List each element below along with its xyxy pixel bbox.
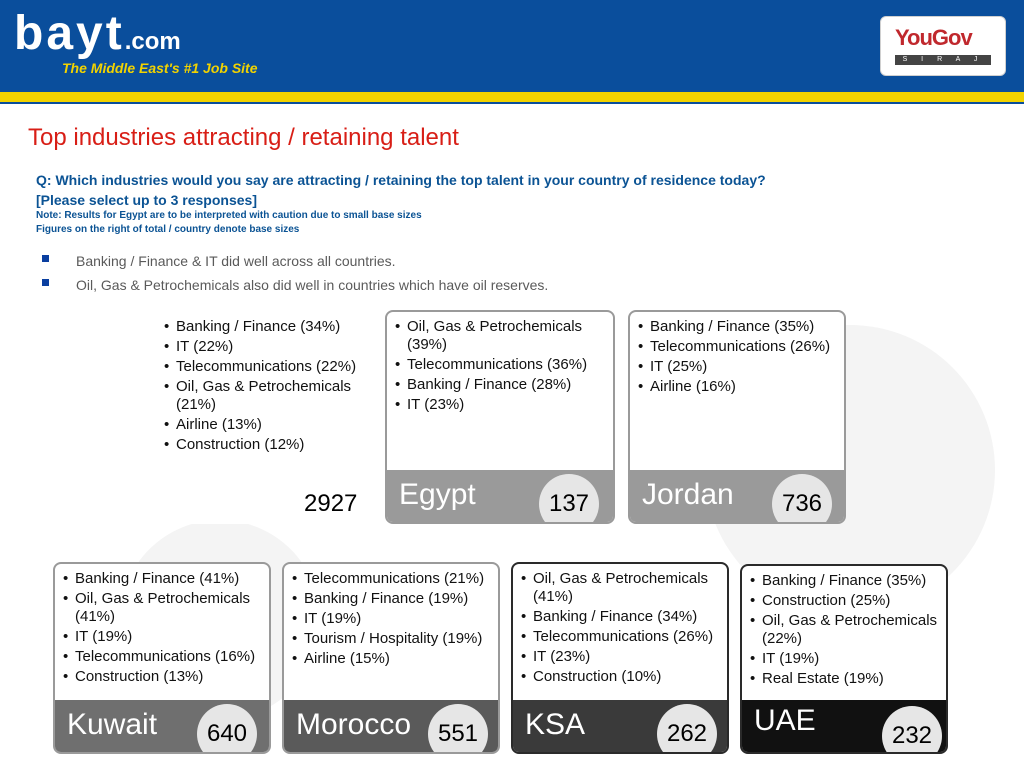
list-item: • Banking / Finance (34%) xyxy=(521,608,723,626)
base-size: 640 xyxy=(206,720,248,747)
list-item: • Telecommunications (26%) xyxy=(521,628,723,646)
base-size: 232 xyxy=(891,722,933,749)
list-item: • Telecommunications (16%) xyxy=(63,648,265,666)
industry-list xyxy=(156,312,372,454)
list-item: • Banking / Finance (28%) xyxy=(395,376,609,394)
tagline: The Middle East's #1 Job Site xyxy=(62,60,258,76)
country-label: Kuwait xyxy=(67,708,158,741)
base-size: 736 xyxy=(781,490,823,517)
list-item: • Banking / Finance (35%) xyxy=(638,318,840,336)
list-item: • Banking / Finance (41%) xyxy=(63,570,265,588)
header-divider xyxy=(0,102,1024,104)
card-total xyxy=(156,312,372,524)
base-size: 137 xyxy=(548,490,590,517)
list-item: • Oil, Gas & Petrochemicals (41%) xyxy=(521,570,723,606)
finding-text: Oil, Gas & Petrochemicals also did well in countries which have oil reserves. xyxy=(76,277,549,293)
card-footer xyxy=(742,700,946,752)
list-item: • IT (19%) xyxy=(750,650,942,668)
question-line: Q: Which industries would you say are attracting / retaining the top talent in your country of residence today? xyxy=(36,172,766,188)
base-size-badge xyxy=(772,474,832,524)
card-morocco xyxy=(282,562,500,754)
list-item: • Oil, Gas & Petrochemicals (39%) xyxy=(395,318,609,354)
yougov-name: YouGov xyxy=(895,25,972,50)
list-item: • Construction (10%) xyxy=(521,668,723,686)
question-text xyxy=(36,170,966,210)
logo-text: bayt xyxy=(14,7,125,60)
base-size: 2927 xyxy=(304,490,358,517)
list-item: • Real Estate (19%) xyxy=(750,670,942,688)
note-text xyxy=(36,209,422,237)
header-banner xyxy=(0,0,1024,92)
list-item: • Telecommunications (22%) xyxy=(164,358,368,376)
list-item: • Construction (12%) xyxy=(164,436,368,454)
list-item: • Banking / Finance (34%) xyxy=(164,318,368,336)
question-instruction: [Please select up to 3 responses] xyxy=(36,192,257,208)
list-item: • Construction (25%) xyxy=(750,592,942,610)
page-title: Top industries attracting / retaining talent xyxy=(28,124,459,151)
country-label: UAE xyxy=(754,704,816,737)
card-footer xyxy=(284,700,498,752)
list-item: • Tourism / Hospitality (19%) xyxy=(292,630,494,648)
list-item: • Airline (13%) xyxy=(164,416,368,434)
industry-list xyxy=(284,564,498,668)
note-line: Note: Results for Egypt are to be interpreted with caution due to small base sizes xyxy=(36,210,422,221)
list-item: • Oil, Gas & Petrochemicals (21%) xyxy=(164,378,368,414)
base-size-badge xyxy=(197,704,257,754)
country-label: Jordan xyxy=(642,478,734,511)
card-egypt xyxy=(385,310,615,524)
list-item: • IT (19%) xyxy=(292,610,494,628)
finding-text: Banking / Finance & IT did well across all countries. xyxy=(76,253,396,269)
base-size: 551 xyxy=(437,720,479,747)
list-item: • Telecommunications (36%) xyxy=(395,356,609,374)
list-item: • Telecommunications (21%) xyxy=(292,570,494,588)
country-label: Egypt xyxy=(399,478,476,511)
list-item: • IT (25%) xyxy=(638,358,840,376)
base-size-badge xyxy=(882,706,942,754)
country-label: Morocco xyxy=(296,708,412,741)
logo-suffix: .com xyxy=(124,28,181,55)
header-stripe xyxy=(0,92,1024,102)
yougov-siraj: S I R A J xyxy=(895,55,991,65)
yougov-logo xyxy=(880,16,1006,76)
square-bullet-icon xyxy=(42,255,49,262)
square-bullet-icon xyxy=(42,279,49,286)
industry-list xyxy=(742,566,946,688)
bayt-logo xyxy=(14,8,181,60)
card-ksa xyxy=(511,562,729,754)
list-item: • IT (23%) xyxy=(521,648,723,666)
industry-list xyxy=(55,564,269,686)
card-uae xyxy=(740,564,948,754)
industry-list xyxy=(387,312,613,414)
note-line: Figures on the right of total / country denote base sizes xyxy=(36,224,300,235)
list-item: • Banking / Finance (19%) xyxy=(292,590,494,608)
base-size-badge xyxy=(539,474,599,524)
list-item: • IT (23%) xyxy=(395,396,609,414)
base-size-badge xyxy=(428,704,488,754)
base-size: 262 xyxy=(666,720,708,747)
list-item: • Construction (13%) xyxy=(63,668,265,686)
card-footer xyxy=(55,700,269,752)
list-item: • IT (22%) xyxy=(164,338,368,356)
country-label: KSA xyxy=(525,708,586,741)
card-footer xyxy=(630,470,844,522)
list-item: • Oil, Gas & Petrochemicals (22%) xyxy=(750,612,942,648)
list-item: • Airline (16%) xyxy=(638,378,840,396)
industry-list xyxy=(630,312,844,396)
industry-list xyxy=(513,564,727,686)
card-jordan xyxy=(628,310,846,524)
list-item: • Airline (15%) xyxy=(292,650,494,668)
list-item: • Banking / Finance (35%) xyxy=(750,572,942,590)
card-footer xyxy=(387,470,613,522)
base-size-badge xyxy=(657,704,717,754)
list-item: • Oil, Gas & Petrochemicals (41%) xyxy=(63,590,265,626)
card-kuwait xyxy=(53,562,271,754)
list-item: • IT (19%) xyxy=(63,628,265,646)
list-item: • Telecommunications (26%) xyxy=(638,338,840,356)
card-footer xyxy=(513,700,727,752)
